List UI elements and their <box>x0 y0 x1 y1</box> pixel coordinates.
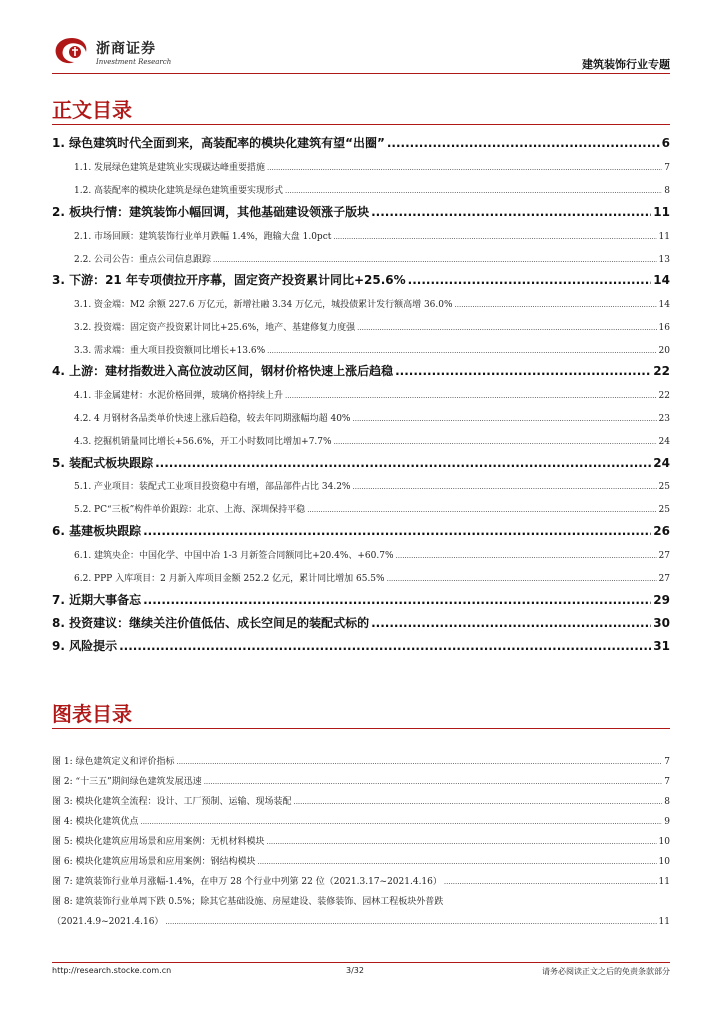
footer-url[interactable]: http://research.stocke.com.cn <box>52 966 172 975</box>
toc-item-label: 2.2. 公司公告：重点公司信息跟踪 <box>74 255 212 265</box>
toc-item[interactable] <box>74 411 670 424</box>
toc-section-label: 5. 装配式板块跟踪 <box>52 456 154 470</box>
toc-item-label: 3.1. 资金端：M2 余额 227.6 万亿元，新增社融 3.34 万亿元，城投债累计发行额高增 36.0% <box>74 300 453 310</box>
toc-section-label: 8. 投资建议：继续关注价值低估、成长空间足的装配式标的 <box>52 616 370 630</box>
toc-page-number: 25 <box>658 482 670 492</box>
toc-item[interactable] <box>74 229 670 242</box>
toc-item[interactable] <box>74 548 670 561</box>
toc-item-label: 5.2. PC“三板”构件单价跟踪：北京、上海、深圳保持平稳 <box>74 505 306 515</box>
toc-page-number: 22 <box>653 364 670 378</box>
toc-page-number: 16 <box>658 323 670 333</box>
footer-page-number: 3/32 <box>346 966 364 975</box>
toc-page-number: 13 <box>658 255 670 265</box>
toc-divider <box>52 124 670 125</box>
toc-page-number: 26 <box>653 524 670 538</box>
figure-item[interactable] <box>52 874 670 887</box>
toc-page-number: 25 <box>658 505 670 515</box>
toc-page-number: 30 <box>653 616 670 630</box>
toc-section[interactable] <box>52 134 670 151</box>
toc-item[interactable] <box>74 297 670 310</box>
toc-item-label: 3.2. 投资端：固定资产投资累计同比+25.6%，地产、基建修复力度强 <box>74 323 356 333</box>
figure-item[interactable] <box>52 914 670 927</box>
figure-label: 图 7: 建筑装饰行业单月涨幅-1.4%，在申万 28 个行业中列第 22 位（2021.3.17~2021.4.16） <box>52 877 442 887</box>
toc-section[interactable] <box>52 454 670 471</box>
figure-8-label[interactable]: 图 8: 建筑装饰行业单周下跌 0.5%；除其它基础设施、房屋建设、装修装饰、园林工程板块外普跌 <box>52 897 444 907</box>
toc-section-label: 3. 下游：21 年专项债拉开序幕，固定资产投资累计同比+25.6% <box>52 273 406 287</box>
toc-item-label: 1.2. 高装配率的模块化建筑是绿色建筑重要实现形式 <box>74 186 284 196</box>
figure-label: 图 1: 绿色建筑定义和评价指标 <box>52 757 175 767</box>
logo-subtitle: Investment Research <box>96 58 172 66</box>
toc-item[interactable] <box>74 571 670 584</box>
toc-item[interactable] <box>74 160 670 173</box>
toc-section[interactable] <box>52 591 670 608</box>
figure-page-number: 7 <box>664 777 670 787</box>
toc-page-number: 11 <box>653 205 670 219</box>
toc-item[interactable] <box>74 252 670 265</box>
toc-page-number: 27 <box>658 551 670 561</box>
logo-name: 浙商证券 <box>96 41 156 57</box>
toc-page-number: 7 <box>664 163 670 173</box>
toc-page-number: 14 <box>653 273 670 287</box>
figure-page-number: 9 <box>664 817 670 827</box>
toc-item[interactable] <box>74 434 670 447</box>
figure-page-number: 11 <box>658 877 670 887</box>
toc-item[interactable] <box>74 502 670 515</box>
toc-page-number: 6 <box>661 136 670 150</box>
toc-page-number: 31 <box>653 639 670 653</box>
figure-item[interactable] <box>52 834 670 847</box>
figure-page-number: 7 <box>664 757 670 767</box>
figure-label-continued: （2021.4.9~2021.4.16） <box>52 917 164 927</box>
toc-item[interactable] <box>74 388 670 401</box>
toc-section[interactable] <box>52 271 670 288</box>
figures-divider <box>52 728 670 729</box>
toc-item[interactable] <box>74 320 670 333</box>
page-header <box>52 34 670 74</box>
toc-section-label: 1. 绿色建筑时代全面到来，高装配率的模块化建筑有望“出圈” <box>52 136 385 150</box>
toc-page-number: 29 <box>653 593 670 607</box>
toc-page-number: 27 <box>658 574 670 584</box>
figure-page-number: 11 <box>658 917 670 927</box>
toc-item-label: 5.1. 产业项目：装配式工业项目投资稳中有增，部品部件占比 34.2% <box>74 482 351 492</box>
toc-item-label: 4.1. 非金属建材：水泥价格回弹，玻璃价格持续上升 <box>74 391 284 401</box>
toc-section-label: 6. 基建板块跟踪 <box>52 524 142 538</box>
header-divider <box>52 73 670 74</box>
toc-item-label: 1.1. 发展绿色建筑是建筑业实现碳达峰重要措施 <box>74 163 266 173</box>
toc-page-number: 11 <box>658 232 670 242</box>
toc-section-label: 2. 板块行情：建筑装饰小幅回调，其他基础建设领涨子版块 <box>52 205 370 219</box>
toc-section[interactable] <box>52 614 670 631</box>
figure-page-number: 10 <box>658 837 670 847</box>
toc-item-label: 4.3. 挖掘机销量同比增长+56.6%，开工小时数同比增加+7.7% <box>74 437 332 447</box>
toc-item-label: 6.2. PPP 入库项目：2 月新入库项目金额 252.2 亿元，累计同比增加 65.5% <box>74 574 385 584</box>
toc-page-number: 24 <box>653 456 670 470</box>
report-type: 建筑装饰行业专题 <box>582 58 670 71</box>
company-logo-icon <box>52 36 92 66</box>
toc-section[interactable] <box>52 362 670 379</box>
figure-page-number: 8 <box>664 797 670 807</box>
toc-section[interactable] <box>52 522 670 539</box>
figure-item[interactable] <box>52 774 670 787</box>
toc-title: 正文目录 <box>52 98 132 122</box>
toc-page-number: 14 <box>658 300 670 310</box>
toc-item[interactable] <box>74 479 670 492</box>
figure-item[interactable] <box>52 814 670 827</box>
figure-label: 图 5: 模块化建筑应用场景和应用案例：无机材料模块 <box>52 837 265 847</box>
toc-page-number: 8 <box>664 186 670 196</box>
toc-item-label: 4.2. 4 月钢材各品类单价快速上涨后趋稳，较去年同期涨幅均超 40% <box>74 414 351 424</box>
figure-item[interactable] <box>52 754 670 767</box>
toc-section-label: 4. 上游：建材指数进入高位波动区间，钢材价格快速上涨后趋稳 <box>52 364 394 378</box>
figure-label: 图 6: 模块化建筑应用场景和应用案例：钢结构模块 <box>52 857 256 867</box>
toc-section-label: 7. 近期大事备忘 <box>52 593 142 607</box>
figure-item[interactable] <box>52 854 670 867</box>
footer-divider <box>52 962 670 963</box>
figure-item[interactable] <box>52 794 670 807</box>
toc-item-label: 2.1. 市场回顾：建筑装饰行业单月跌幅 1.4%，跑输大盘 1.0pct <box>74 232 332 242</box>
toc-section[interactable] <box>52 637 670 654</box>
figures-title: 图表目录 <box>52 702 132 726</box>
figure-label: 图 3: 模块化建筑全流程：设计、工厂预制、运输、现场装配 <box>52 797 292 807</box>
toc-item-label: 6.1. 建筑央企：中国化学、中国中冶 1-3 月新签合同额同比+20.4%、+60.7% <box>74 551 394 561</box>
footer-disclaimer: 请务必阅读正文之后的免责条款部分 <box>542 967 670 976</box>
toc-section[interactable] <box>52 203 670 220</box>
figure-page-number: 10 <box>658 857 670 867</box>
toc-page-number: 24 <box>658 437 670 447</box>
toc-item[interactable] <box>74 183 670 196</box>
toc-item[interactable] <box>74 343 670 356</box>
toc-page-number: 23 <box>658 414 670 424</box>
toc-page-number: 20 <box>658 346 670 356</box>
toc-item-label: 3.3. 需求端：重大项目投资额同比增长+13.6% <box>74 346 266 356</box>
figure-label: 图 2: “十三五”期间绿色建筑发展迅速 <box>52 777 202 787</box>
toc-page-number: 22 <box>658 391 670 401</box>
toc-section-label: 9. 风险提示 <box>52 639 118 653</box>
figure-label: 图 4: 模块化建筑优点 <box>52 817 139 827</box>
